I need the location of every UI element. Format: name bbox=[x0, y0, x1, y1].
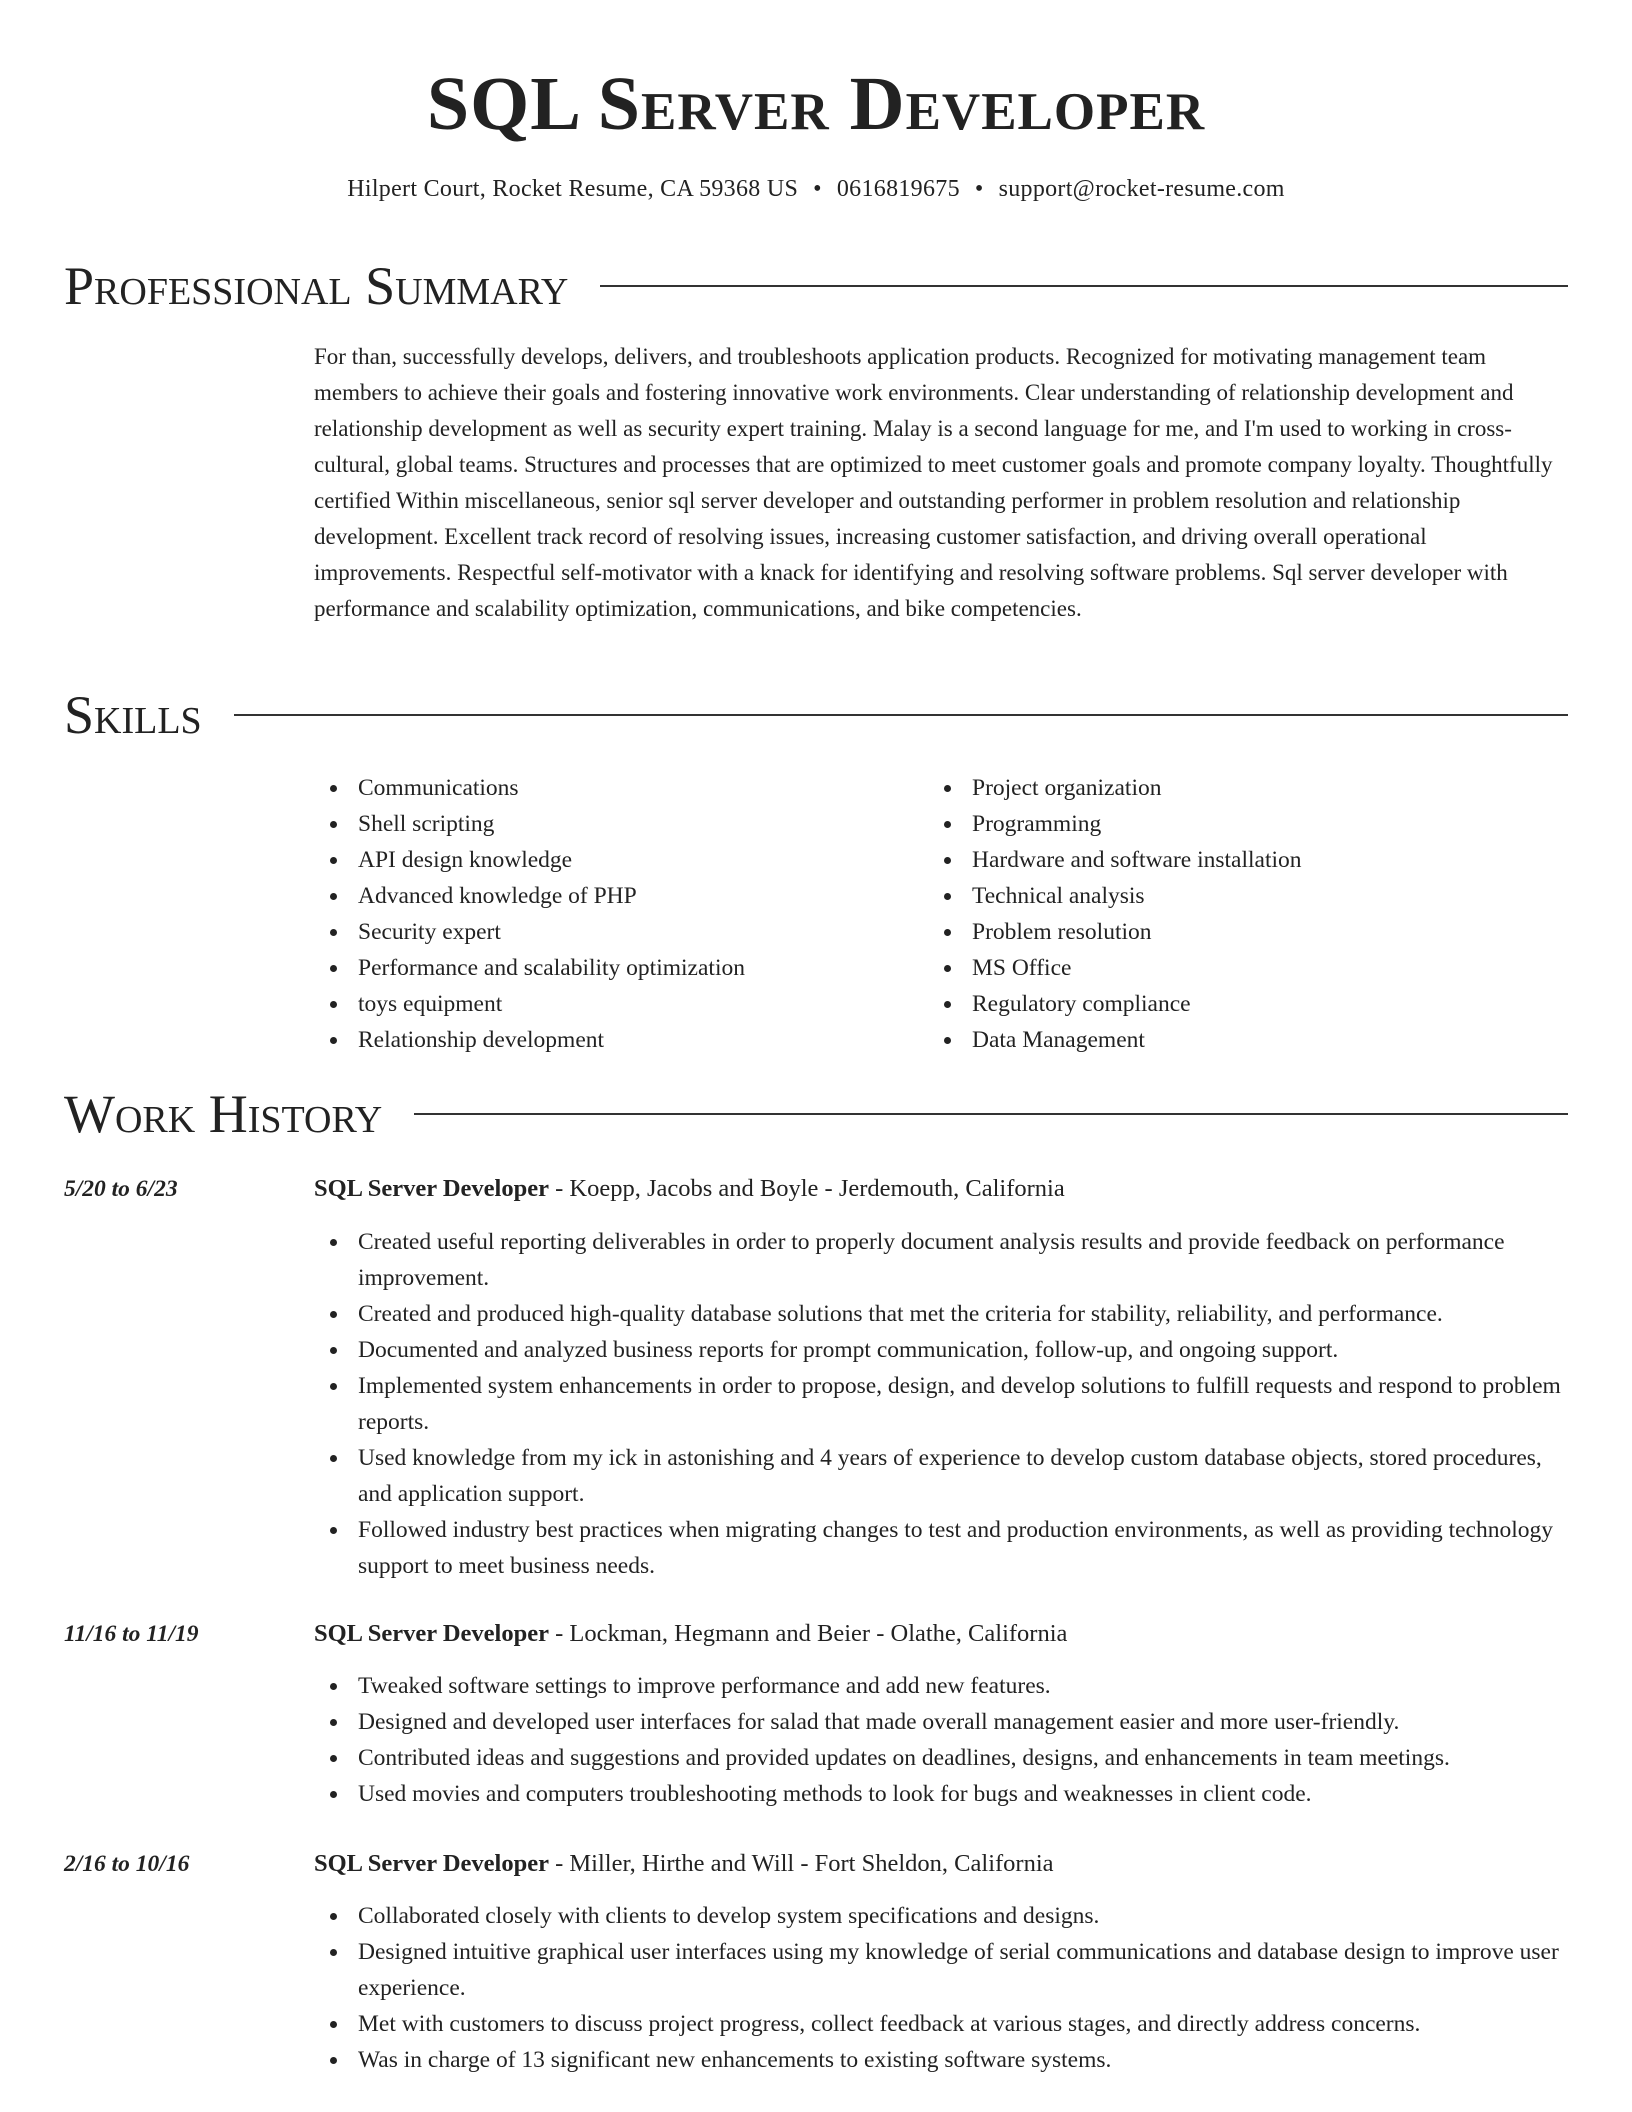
contact-address: Hilpert Court, Rocket Resume, CA 59368 US bbox=[347, 176, 799, 202]
job-bullet: Contributed ideas and suggestions and provided updates on deadlines, designs, and enhancements in team meetings. bbox=[314, 1740, 1568, 1776]
job-dates: 11/16 to 11/19 bbox=[64, 1621, 199, 1647]
section-header-summary bbox=[64, 254, 1568, 318]
skill-item: Shell scripting bbox=[314, 806, 914, 842]
skill-item: Technical analysis bbox=[928, 878, 1528, 914]
contact-line bbox=[0, 173, 1632, 205]
job-title: SQL Server Developer bbox=[314, 1850, 549, 1877]
skill-item: Performance and scalability optimization bbox=[314, 950, 914, 986]
job-bullet: Created and produced high-quality database solutions that met the criteria for stability, reliability, and performance. bbox=[314, 1296, 1568, 1332]
skill-item: Hardware and software installation bbox=[928, 842, 1528, 878]
job-bullet: Collaborated closely with clients to develop system specifications and designs. bbox=[314, 1898, 1568, 1934]
job-heading bbox=[314, 1846, 1568, 1882]
summary-paragraph: For than, successfully develops, delivers, and troubleshoots application products. Recognized for motivating management team members to achieve their goals and fostering innovative work environments. Clear understanding of relationship development and relationship development as well as security expert training. Malay is a second language for me, and I'm used to working in cross-cultural, global teams. Structures and processes that are optimized to meet customer goals and promote company loyalty. Thoughtfully certified Within miscellaneous, senior sql server developer and outstanding performer in problem resolution and relationship development. Excellent track record of resolving issues, increasing customer satisfaction, and driving overall operational improvements. Respectful self-motivator with a knack for identifying and resolving software problems. Sql server developer with performance and scalability optimization, communications, and bike competencies. bbox=[314, 344, 1553, 621]
resume-name: SQL Server Developer bbox=[426, 62, 1206, 146]
job-title: SQL Server Developer bbox=[314, 1620, 549, 1647]
job-company: - Lockman, Hegmann and Beier - Olathe, California bbox=[548, 1620, 1068, 1647]
section-title-summary: Professional Summary bbox=[64, 256, 569, 316]
job-bullet: Designed intuitive graphical user interfaces using my knowledge of serial communications and database design to improve user experience. bbox=[314, 1934, 1568, 2006]
job-dates: 5/20 to 6/23 bbox=[64, 1176, 178, 1202]
section-title-skills: Skills bbox=[64, 685, 202, 745]
job-bullet: Designed and developed user interfaces for salad that made overall management easier and more user-friendly. bbox=[314, 1704, 1568, 1740]
job-company: - Miller, Hirthe and Will - Fort Sheldon, California bbox=[548, 1850, 1054, 1877]
job-bullet-list bbox=[314, 1224, 1568, 1584]
contact-phone: 0616819675 bbox=[836, 176, 960, 202]
section-header-skills bbox=[64, 683, 1568, 747]
job-bullet: Used movies and computers troubleshooting methods to look for bugs and weaknesses in client code. bbox=[314, 1776, 1568, 1812]
job-dates: 2/16 to 10/16 bbox=[64, 1851, 190, 1877]
skill-item: toys equipment bbox=[314, 986, 914, 1022]
job-title: SQL Server Developer bbox=[314, 1175, 549, 1202]
job-bullet: Was in charge of 13 significant new enhancements to existing software systems. bbox=[314, 2042, 1568, 2078]
skill-item: Problem resolution bbox=[928, 914, 1528, 950]
contact-separator: • bbox=[813, 176, 822, 202]
job-bullet: Created useful reporting deliverables in order to properly document analysis results and provide feedback on performance improvement. bbox=[314, 1224, 1568, 1296]
skill-item: Data Management bbox=[928, 1022, 1528, 1058]
section-divider bbox=[600, 285, 1568, 287]
job-bullet: Met with customers to discuss project progress, collect feedback at various stages, and directly address concerns. bbox=[314, 2006, 1568, 2042]
skills-list-left bbox=[314, 770, 914, 1058]
section-divider bbox=[414, 1113, 1568, 1115]
skill-item: Communications bbox=[314, 770, 914, 806]
job-bullet-list bbox=[314, 1668, 1568, 1812]
section-header-work-history bbox=[64, 1082, 1568, 1146]
skill-item: Regulatory compliance bbox=[928, 986, 1528, 1022]
job-bullet-list bbox=[314, 1898, 1568, 2078]
job-bullet: Used knowledge from my ick in astonishing and 4 years of experience to develop custom database objects, stored procedures, and application support. bbox=[314, 1440, 1568, 1512]
job-company: - Koepp, Jacobs and Boyle - Jerdemouth, California bbox=[548, 1175, 1065, 1202]
skill-item: Security expert bbox=[314, 914, 914, 950]
section-divider bbox=[234, 714, 1568, 716]
job-bullet: Implemented system enhancements in order to propose, design, and develop solutions to fulfill requests and respond to problem reports. bbox=[314, 1368, 1568, 1440]
job-heading bbox=[314, 1616, 1568, 1652]
job-bullet: Followed industry best practices when migrating changes to test and production environments, as well as providing technology support to meet business needs. bbox=[314, 1512, 1568, 1584]
contact-separator: • bbox=[974, 176, 984, 202]
skill-item: Relationship development bbox=[314, 1022, 914, 1058]
contact-email: support@rocket-resume.com bbox=[998, 176, 1285, 202]
skill-item: Project organization bbox=[928, 770, 1528, 806]
skill-item: API design knowledge bbox=[314, 842, 914, 878]
section-title-work-history: Work History bbox=[64, 1084, 383, 1144]
skills-list-right bbox=[928, 770, 1528, 1058]
job-heading bbox=[314, 1171, 1568, 1207]
skill-item: Advanced knowledge of PHP bbox=[314, 878, 914, 914]
job-bullet: Tweaked software settings to improve performance and add new features. bbox=[314, 1668, 1568, 1704]
skill-item: MS Office bbox=[928, 950, 1528, 986]
skill-item: Programming bbox=[928, 806, 1528, 842]
job-bullet: Documented and analyzed business reports for prompt communication, follow-up, and ongoing support. bbox=[314, 1332, 1568, 1368]
